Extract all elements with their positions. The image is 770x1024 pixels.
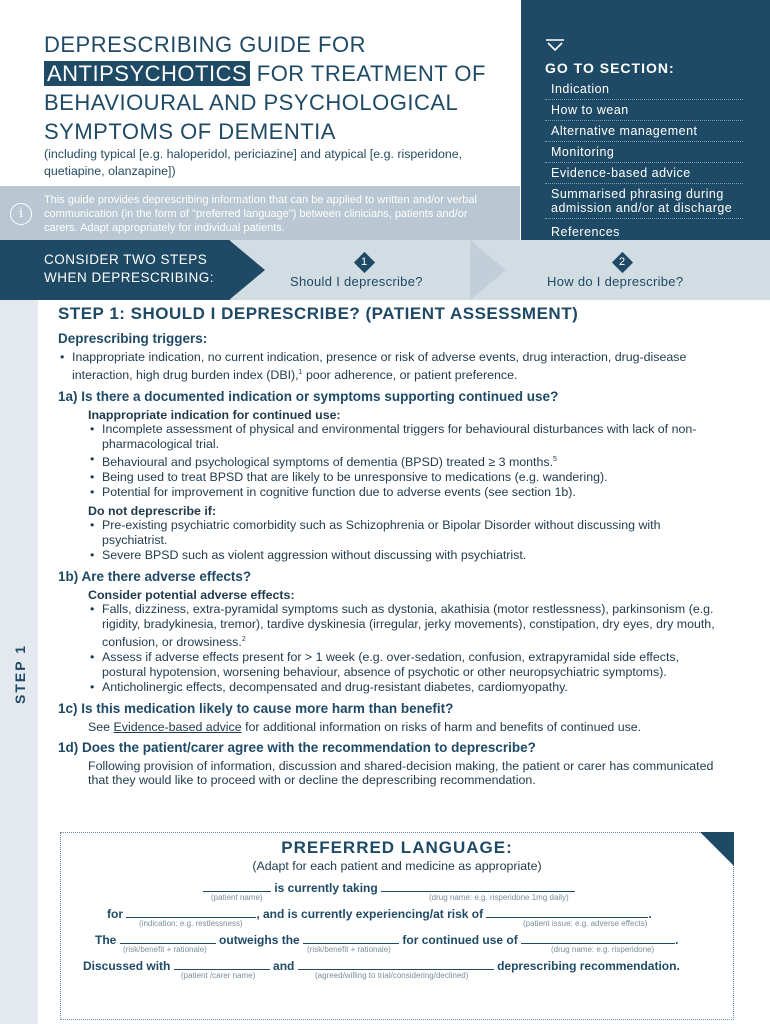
preferred-line-1: is currently taking [203, 880, 575, 895]
preferred-language-title: PREFERRED LANGUAGE: [281, 838, 513, 857]
patient-issue-blank[interactable] [486, 906, 648, 918]
question-1c-text: See Evidence-based advice for additional information on risks of harm and benefits of continued use. [88, 720, 642, 735]
step-1-content [58, 303, 758, 787]
inappropriate-heading: Inappropriate indication for continued use: [88, 408, 341, 423]
preferred-language-box [60, 832, 734, 1020]
step-2-question[interactable]: How do I deprescribe? [547, 274, 684, 289]
preferred-language-subtitle: (Adapt for each patient and medicine as appropriate) [252, 859, 542, 873]
title-highlight: ANTIPSYCHOTICS [44, 61, 250, 86]
caption-patient-name: (patient name) [211, 893, 263, 902]
nav-item-references[interactable]: References [551, 225, 620, 239]
question-1b: 1b) Are there adverse effects? [58, 569, 252, 585]
risk-benefit-blank-2[interactable] [303, 932, 399, 944]
nav-heading: GO TO SECTION: [545, 60, 675, 76]
step-1-number: 1 [360, 256, 368, 268]
adverse-heading: Consider potential adverse effects: [88, 588, 295, 603]
steps-bar [0, 240, 770, 300]
nav-item-how-to-wean[interactable]: How to wean [545, 100, 743, 121]
list-item: • Being used to treat BPSD that are likely to be unresponsive to medications (e.g. wandering). [102, 470, 722, 485]
list-item: • Falls, dizziness, extra-pyramidal symptoms such as dystonia, akathisia (motor restlessness), parkinsonism (e.g. rigidity, bradykinesia, tremor), tardive dyskinesia (irregular, jerky movements), constipation, dry eyes, dry mouth, confusion, or drowsiness.$^2$ [102, 602, 726, 650]
list-item: • Assess if adverse effects present for > 1 week (e.g. over-sedation, confusion, extrapyramidal side effects, postural hypotension, worsening behaviour, absence of psychotic or other neuropsychiatric symptoms). [102, 650, 726, 680]
evidence-based-advice-link[interactable]: Evidence-based advice [113, 720, 242, 735]
list-item: • Inappropriate indication, no current indication, presence or risk of adverse events, drug interaction, drug-disease interaction, high drug burden index (DBI),$^1$ poor adherence, or patient preference. [72, 350, 712, 383]
list-item: • Incomplete assessment of physical and environmental triggers for behavioural disturbances with lack of non-pharmacological trial. [102, 422, 722, 452]
question-1d: 1d) Does the patient/carer agree with the recommendation to deprescribe? [58, 740, 536, 756]
agreement-status-blank[interactable] [298, 958, 494, 970]
preferred-line-4: Discussed with and deprescribing recommendation. [83, 959, 680, 973]
title-block [44, 30, 514, 146]
info-text: This guide provides deprescribing information that can be applied to written and/or verbal communication (in the form of "preferred language") between clinicians, patients and/or carers. Adapt appropriately for individual patients. [44, 194, 477, 234]
caption-patient-issue: (patient issue: e.g. adverse effects) [523, 919, 648, 928]
chevron-down-icon [545, 38, 565, 52]
question-1c: 1c) Is this medication likely to cause more harm than benefit? [58, 701, 454, 717]
list-item: • Potential for improvement in cognitive function due to adverse events (see section 1b). [102, 485, 722, 500]
patient-carer-name-blank[interactable] [174, 958, 270, 970]
nav-list [545, 79, 743, 242]
drug-name-blank-2[interactable] [521, 932, 675, 944]
info-icon: i [10, 203, 32, 225]
question-1d-text: Following provision of information, discussion and shared-decision making, the patient or carer has communicated that they would like to proceed with or decline the deprescribing recommendation. [88, 759, 714, 788]
risk-benefit-blank-1[interactable] [120, 932, 216, 944]
nav-item-alternative-management[interactable]: Alternative management [545, 121, 743, 142]
preferred-line-2: for , and is currently experiencing/at risk of . [107, 907, 652, 921]
step-2-number: 2 [618, 256, 626, 268]
list-item: • Anticholinergic effects, decompensated and drug-resistant diabetes, cardiomyopathy. [102, 680, 726, 695]
nav-item-monitoring[interactable]: Monitoring [545, 142, 743, 163]
preferred-line-3: The outweighs the for continued use of . [95, 933, 679, 947]
caption-patient-carer-name: (patient /carer name) [181, 971, 256, 980]
side-step-label: STEP 1 [12, 644, 28, 704]
page-title [44, 30, 514, 146]
section-nav [521, 0, 770, 240]
nav-item-indication[interactable]: Indication [545, 79, 743, 100]
indication-blank[interactable] [126, 906, 256, 918]
adverse-list [88, 602, 726, 695]
title-line-2: FOR TREATMENT OF [250, 61, 486, 86]
do-not-heading: Do not deprescribe if: [88, 504, 217, 519]
info-box [0, 186, 520, 240]
title-line-3: BEHAVIOURAL AND PSYCHOLOGICAL [44, 90, 459, 115]
caption-drug-name: (drug name: e.g. risperidone 1mg daily) [429, 893, 569, 902]
patient-name-blank[interactable] [203, 880, 271, 892]
title-line-1: DEPRESCRIBING GUIDE FOR [44, 32, 366, 57]
caption-drug-name-2: (drug name: e.g. risperidone) [551, 945, 655, 954]
inappropriate-list [88, 422, 722, 500]
caption-indication: (indication: e.g. restlessness) [139, 919, 243, 928]
step-1-title: STEP 1: SHOULD I DEPRESCRIBE? (PATIENT ASSESSMENT) [58, 304, 579, 323]
list-item: • Behavioural and psychological symptoms of dementia (BPSD) treated ≥ 3 months.$^5$ [102, 452, 722, 470]
steps-label: CONSIDER TWO STEPS WHEN DEPRESCRIBING: [44, 252, 215, 285]
subtitle: (including typical [e.g. haloperidol, periciazine] and atypical [e.g. risperidone, quetiapine, olanzapine]) [44, 147, 463, 178]
steps-arrow [229, 240, 265, 300]
drug-name-blank[interactable] [381, 880, 575, 892]
caption-agreement-status: (agreed/willing to trial/considering/declined) [315, 971, 469, 980]
nav-item-evidence-based-advice[interactable]: Evidence-based advice [545, 163, 743, 184]
title-line-4: SYMPTOMS OF DEMENTIA [44, 119, 336, 144]
step-1-question[interactable]: Should I deprescribe? [290, 274, 423, 289]
list-item: • Pre-existing psychiatric comorbidity such as Schizophrenia or Bipolar Disorder without discussing with psychiatrist. [102, 518, 662, 548]
caption-risk-benefit-1: (risk/benefit + rationale) [123, 945, 207, 954]
do-not-list [88, 518, 662, 563]
triggers-heading: Deprescribing triggers: [58, 331, 208, 346]
triggers-list [58, 350, 712, 383]
list-item: • Severe BPSD such as violent aggression without discussing with psychiatrist. [102, 548, 662, 563]
steps-arrow-2 [470, 240, 506, 300]
nav-item-summarised-phrasing[interactable]: Summarised phrasing during admission and/or at discharge [545, 184, 743, 219]
question-1a: 1a) Is there a documented indication or symptoms supporting continued use? [58, 389, 559, 405]
caption-risk-benefit-2: (risk/benefit + rationale) [307, 945, 391, 954]
